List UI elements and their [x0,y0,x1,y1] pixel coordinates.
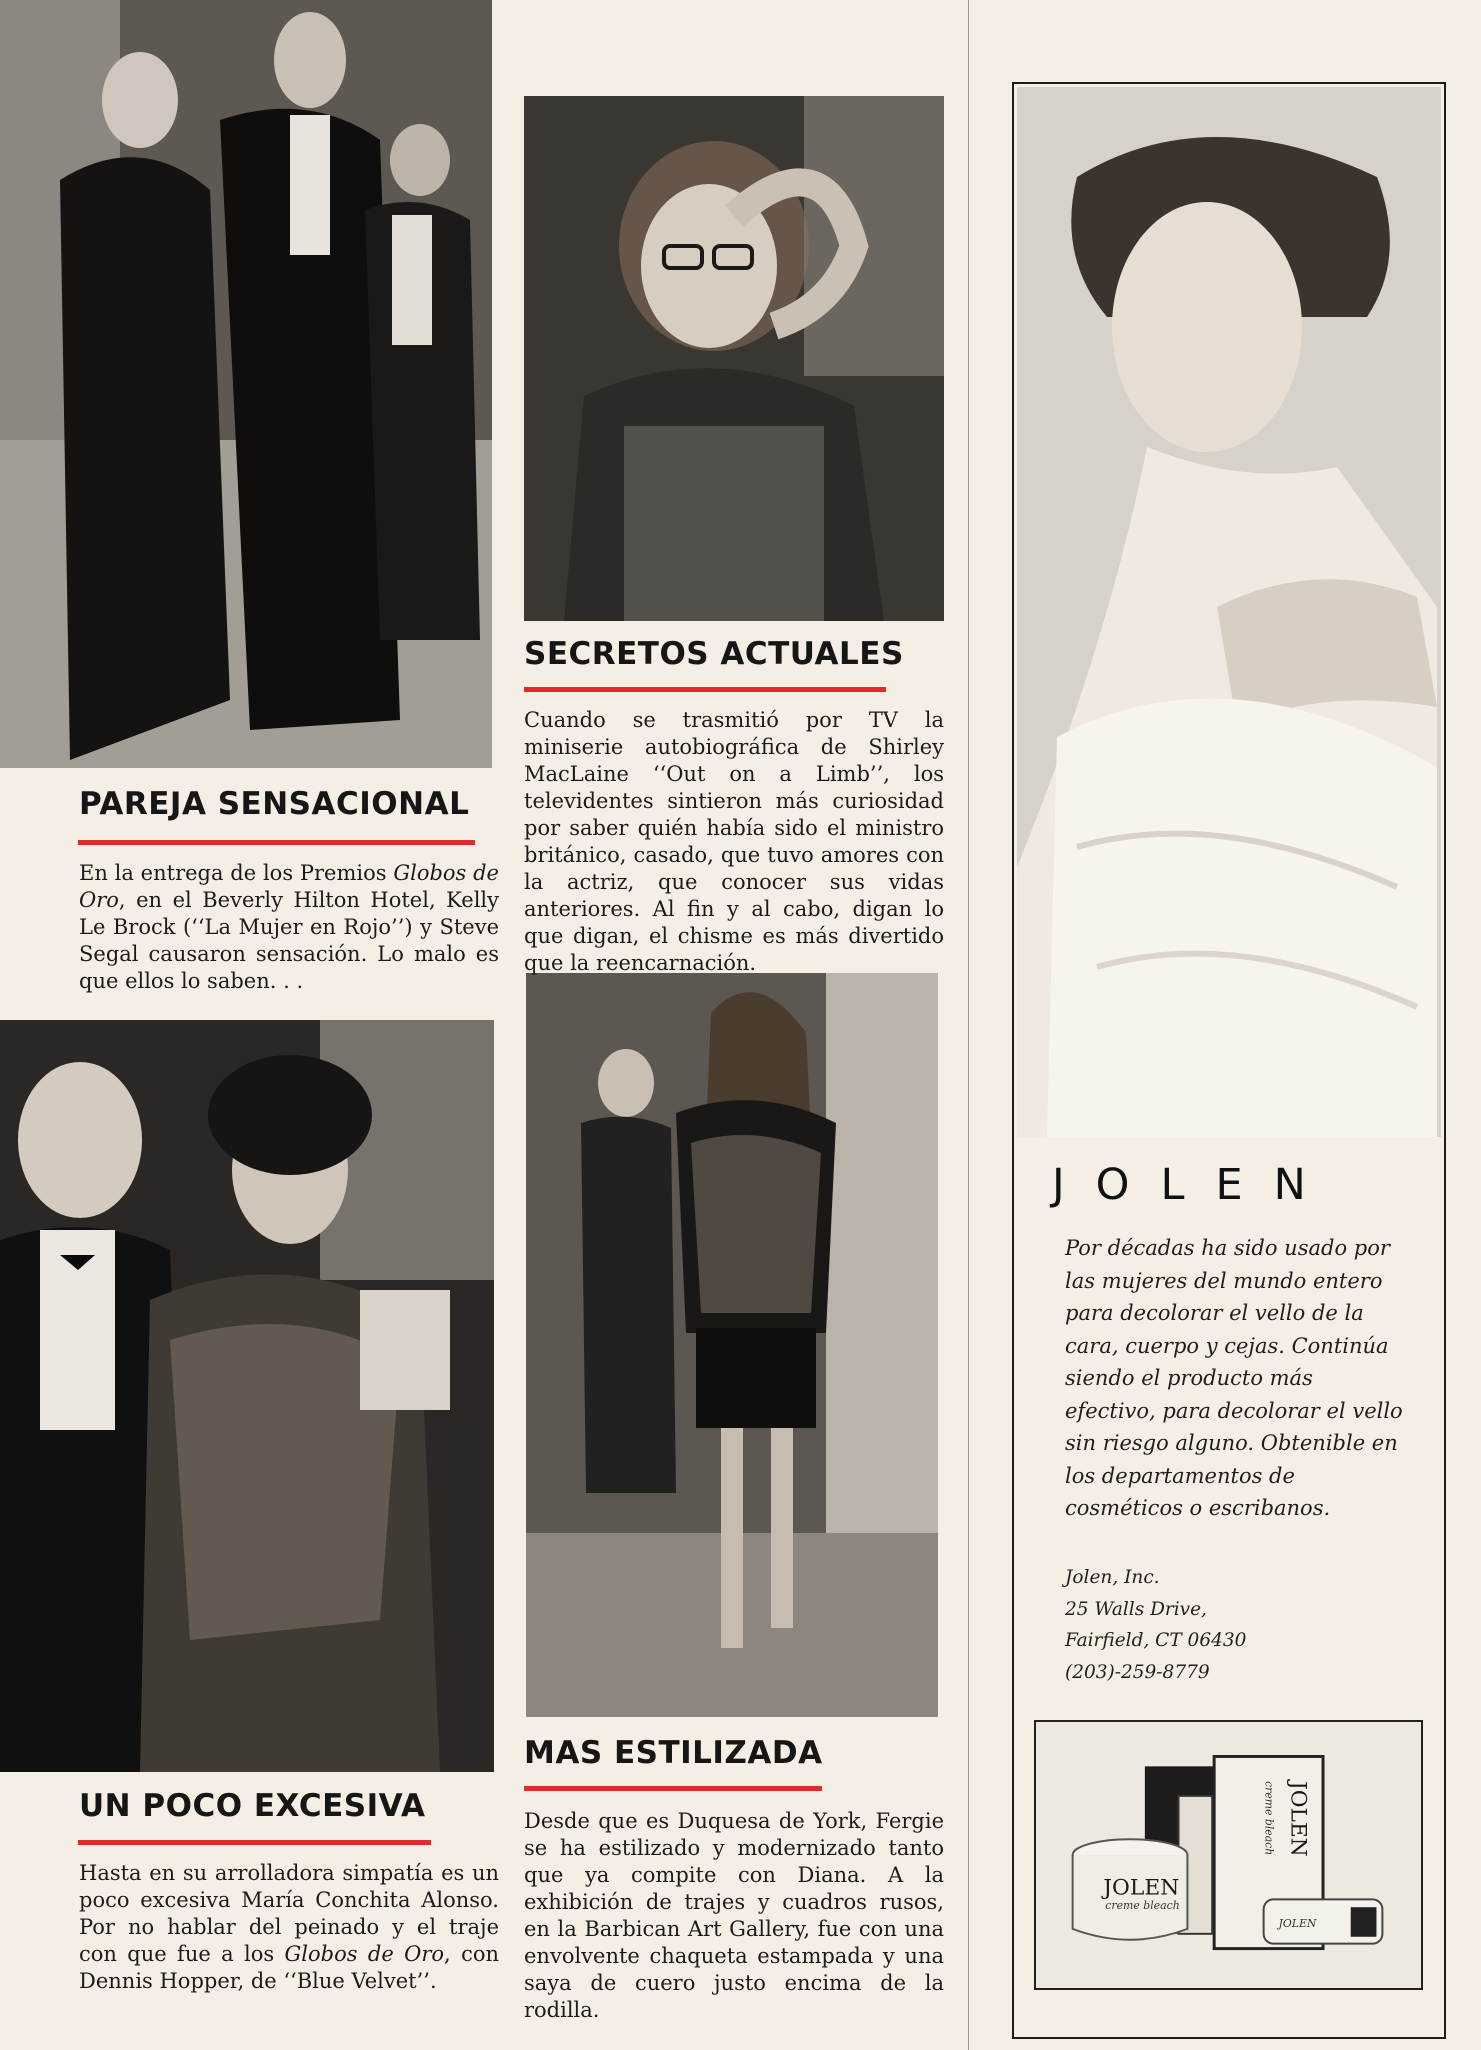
ad-address-city: Fairfield, CT 06430 [1065,1630,1247,1651]
body-text-run: , en el Beverly Hilton Hotel, Kelly Le Brock (‘‘La Mujer en Rojo’’) y Steve Segal causaron sensación. Lo malo es que ellos lo saben. . . [79,888,499,993]
headline-rule [78,840,475,845]
article-body-secretos-actuales [524,707,944,977]
photo-shirley-maclaine [524,96,944,621]
body-text-run: Desde que es Duquesa de York, Fergie se ha estilizado y modernizado tanto que ya compite con Diana. A la exhibición de trajes y cuadros rusos, en la Barbican Art Gallery, fue con una envolvente chaqueta estampada y una saya de cuero justo encima de la rodilla. [524,1809,944,2022]
headline-un-poco-excesiva: UN POCO EXCESIVA [79,1788,426,1824]
ad-address [1065,1562,1385,1688]
headline-rule [524,687,886,692]
ad-brand-jolen: JOLEN [1052,1160,1337,1210]
photo-fergie-duchess-york [526,973,938,1717]
ad-address-phone: (203)-259-8779 [1065,1661,1210,1683]
headline-rule [78,1840,431,1845]
ad-product-image [1034,1720,1423,1990]
product-jar-brand: JOLEN [1103,1875,1180,1901]
body-text-run: , con Dennis Hopper, de ‘‘Blue Velvet’’. [79,1942,499,1993]
column-divider [968,0,969,2050]
ad-address-company: Jolen, Inc. [1065,1567,1160,1588]
body-italic-run: Globos de Oro [284,1942,445,1966]
article-body-un-poco-excesiva [79,1860,499,1995]
product-box-brand: JOLEN [1285,1781,1311,1857]
article-body-mas-estilizada [524,1808,944,2024]
product-box-label: creme bleach [1262,1781,1276,1856]
photo-couple-red-carpet [0,0,492,768]
product-tube-brand: JOLEN [1278,1916,1317,1930]
photo-maria-conchita-dennis-hopper [0,1020,494,1772]
product-jar-label: creme bleach [1105,1899,1180,1913]
ad-photo-woman-towel [1017,87,1441,1137]
body-italic-run: Globos de Oro [79,861,499,912]
headline-rule [524,1786,822,1791]
article-body-pareja-sensacional [79,860,499,995]
headline-secretos-actuales: SECRETOS ACTUALES [524,636,904,672]
headline-mas-estilizada: MAS ESTILIZADA [524,1735,823,1771]
body-text-run: Hasta en su arrolladora simpatía es un poco excesiva María Conchita Alonso. Por no hablar del peinado y el traje con que fue a los [79,1861,499,1966]
ad-description: Por décadas ha sido usado por las mujeres del mundo entero para decolorar el vello de la cara, cuerpo y cejas. Continúa siendo el producto más efectivo, para decolorar el vello sin riesgo alguno. Obtenible en los departamentos de cosméticos o escribanos. [1065,1236,1403,1520]
headline-pareja-sensacional: PAREJA SENSACIONAL [79,786,470,822]
ad-address-street: 25 Walls Drive, [1065,1598,1207,1620]
body-text-run: En la entrega de los Premios [79,861,394,885]
body-text-run: Cuando se trasmitió por TV la miniserie autobiográfica de Shirley MacLaine ‘‘Out on a Limb’’, los televidentes sintieron más curiosidad por saber quién había sido el ministro británico, casado, que tuvo amores con la actriz, que conocer sus vidas anteriores. Al fin y al cabo, digan lo que digan, el chisme es más divertido que la reencarnación. [524,708,944,975]
